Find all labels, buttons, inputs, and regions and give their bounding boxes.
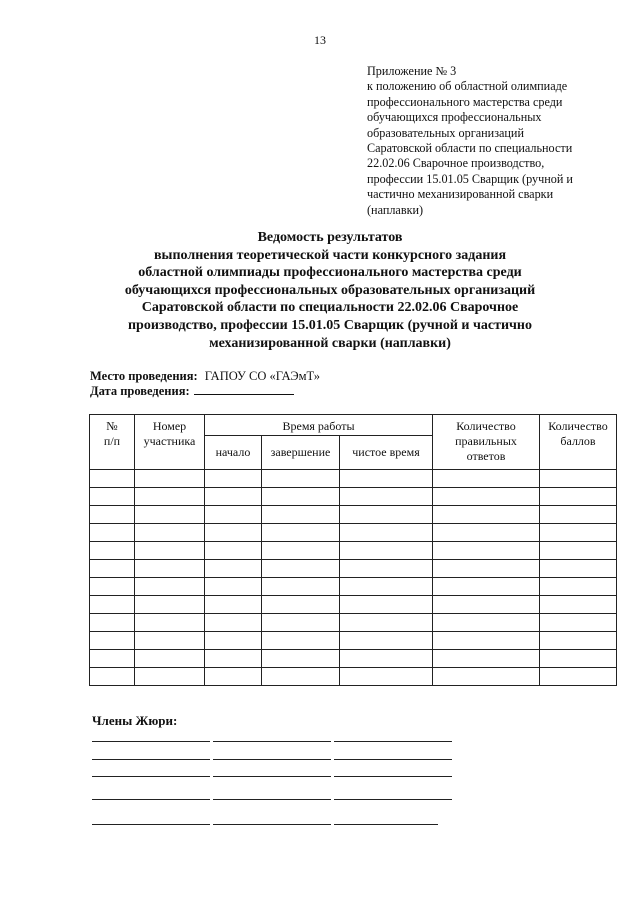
jury-signature-line: [334, 776, 452, 777]
table-cell: [262, 506, 340, 524]
table-row: [90, 506, 617, 524]
table-row: [90, 632, 617, 650]
table-cell: [135, 578, 205, 596]
table-cell: [433, 596, 540, 614]
table-cell: [433, 542, 540, 560]
table-cell: [433, 470, 540, 488]
jury-signature-line: [334, 824, 438, 825]
table-cell: [90, 524, 135, 542]
table-cell: [340, 524, 433, 542]
table-cell: [90, 578, 135, 596]
table-cell: [340, 542, 433, 560]
venue-label: Место проведения:: [90, 369, 198, 383]
table-cell: [90, 668, 135, 686]
title-line: областной олимпиады профессионального мастерства среди: [138, 265, 522, 281]
table-cell: [135, 488, 205, 506]
table-cell: [540, 614, 617, 632]
table-cell: [135, 596, 205, 614]
appendix-block: [367, 64, 627, 218]
table-row: [90, 542, 617, 560]
table-row: [90, 524, 617, 542]
jury-signature-line: [213, 824, 331, 825]
table-cell: [135, 542, 205, 560]
table-cell: [540, 578, 617, 596]
table-cell: [90, 560, 135, 578]
table-cell: [90, 632, 135, 650]
table-cell: [262, 650, 340, 668]
date-field: [194, 384, 294, 395]
date-line: [90, 384, 294, 399]
table-cell: [262, 560, 340, 578]
table-cell: [205, 524, 262, 542]
table-cell: [433, 668, 540, 686]
header-correct-answers: Количество правильных ответов: [433, 415, 540, 470]
table-row: [90, 470, 617, 488]
table-cell: [262, 578, 340, 596]
appendix-line: профессионального мастерства среди: [367, 94, 563, 109]
table-cell: [433, 506, 540, 524]
table-cell: [205, 506, 262, 524]
appendix-line: 22.02.06 Сварочное производство,: [367, 156, 545, 171]
table-cell: [205, 542, 262, 560]
table-row: [90, 596, 617, 614]
title-line: механизированной сварки (наплавки): [209, 335, 451, 351]
header-end: завершение: [262, 436, 340, 470]
table-cell: [90, 614, 135, 632]
table-cell: [262, 542, 340, 560]
table-cell: [433, 524, 540, 542]
title-line: обучающихся профессиональных образовательных организаций: [124, 282, 536, 298]
table-cell: [262, 668, 340, 686]
table-cell: [205, 470, 262, 488]
table-row: [90, 614, 617, 632]
table-cell: [540, 650, 617, 668]
table-cell: [205, 488, 262, 506]
table-cell: [540, 668, 617, 686]
table-cell: [90, 488, 135, 506]
table-cell: [433, 578, 540, 596]
appendix-line: к положению об областной олимпиаде: [367, 79, 568, 94]
table-cell: [433, 488, 540, 506]
table-cell: [433, 632, 540, 650]
table-cell: [135, 650, 205, 668]
document-title: [60, 229, 600, 352]
table-cell: [135, 506, 205, 524]
jury-signature-line: [92, 799, 210, 800]
header-points: Количество баллов: [540, 415, 617, 470]
table-cell: [90, 596, 135, 614]
header-net-time: чистое время: [340, 436, 433, 470]
table-cell: [540, 524, 617, 542]
table-cell: [340, 488, 433, 506]
table-cell: [262, 488, 340, 506]
table-cell: [540, 488, 617, 506]
table-cell: [340, 506, 433, 524]
table-cell: [262, 596, 340, 614]
appendix-line: обучающихся профессиональных: [367, 110, 542, 125]
header-start: начало: [205, 436, 262, 470]
results-table: [89, 414, 617, 686]
table-row: [90, 668, 617, 686]
table-cell: [205, 668, 262, 686]
table-cell: [90, 470, 135, 488]
table-cell: [340, 560, 433, 578]
table-cell: [433, 560, 540, 578]
table-cell: [540, 542, 617, 560]
table-row: [90, 488, 617, 506]
jury-signature-line: [92, 759, 210, 760]
table-row: [90, 560, 617, 578]
table-cell: [262, 632, 340, 650]
table-cell: [540, 632, 617, 650]
table-cell: [135, 614, 205, 632]
table-cell: [262, 524, 340, 542]
table-cell: [340, 668, 433, 686]
appendix-line: частично механизированной сварки: [367, 187, 554, 202]
jury-label: Члены Жюри:: [92, 713, 178, 728]
date-label: Дата проведения:: [90, 384, 190, 398]
header-participant: Номер участника: [135, 415, 205, 470]
table-cell: [205, 596, 262, 614]
table-cell: [340, 632, 433, 650]
table-cell: [340, 614, 433, 632]
title-line: Ведомость результатов: [257, 230, 403, 245]
table-cell: [433, 614, 540, 632]
appendix-line: (наплавки): [367, 202, 424, 217]
table-cell: [135, 560, 205, 578]
table-cell: [262, 470, 340, 488]
table-cell: [540, 470, 617, 488]
title-line: выполнения теоретической части конкурсного задания: [153, 247, 507, 263]
jury-signature-line: [92, 824, 210, 825]
title-line: производство, профессии 15.01.05 Сварщик (ручной и частично: [127, 317, 532, 333]
title-line: Саратовской области по специальности 22.02.06 Сварочное: [141, 300, 519, 316]
jury-signature-line: [213, 759, 331, 760]
venue-value: ГАПОУ СО «ГАЭмТ»: [204, 369, 321, 383]
header-work-time: Время работы: [205, 415, 433, 436]
table-row: [90, 650, 617, 668]
table-cell: [340, 470, 433, 488]
table-cell: [433, 650, 540, 668]
table-cell: [90, 650, 135, 668]
jury-signature-line: [213, 741, 331, 742]
jury-signature-line: [334, 741, 452, 742]
appendix-line: Саратовской области по специальности: [367, 141, 573, 156]
table-cell: [540, 560, 617, 578]
table-cell: [90, 506, 135, 524]
appendix-line: образовательных организаций: [367, 125, 524, 140]
table-cell: [90, 542, 135, 560]
table-cell: [340, 578, 433, 596]
table-cell: [135, 632, 205, 650]
table-body: [90, 470, 617, 686]
jury-signature-line: [334, 799, 452, 800]
jury-signature-line: [92, 741, 210, 742]
table-cell: [135, 524, 205, 542]
venue-line: [90, 369, 320, 384]
table-row: [90, 578, 617, 596]
table-cell: [540, 506, 617, 524]
appendix-line: Приложение № 3: [367, 64, 457, 78]
table-cell: [340, 650, 433, 668]
table-cell: [262, 614, 340, 632]
page-number: 13: [314, 33, 326, 47]
header-number: № п/п: [90, 415, 135, 470]
appendix-line: профессии 15.01.05 Сварщик (ручной и: [367, 171, 573, 186]
jury-signature-line: [213, 799, 331, 800]
table-cell: [205, 578, 262, 596]
jury-signature-line: [213, 776, 331, 777]
table-cell: [205, 632, 262, 650]
table-cell: [205, 614, 262, 632]
table-cell: [340, 596, 433, 614]
table-cell: [205, 650, 262, 668]
table-cell: [205, 560, 262, 578]
table-cell: [540, 596, 617, 614]
table-cell: [135, 668, 205, 686]
table-cell: [135, 470, 205, 488]
jury-signature-line: [92, 776, 210, 777]
jury-signature-line: [334, 759, 452, 760]
